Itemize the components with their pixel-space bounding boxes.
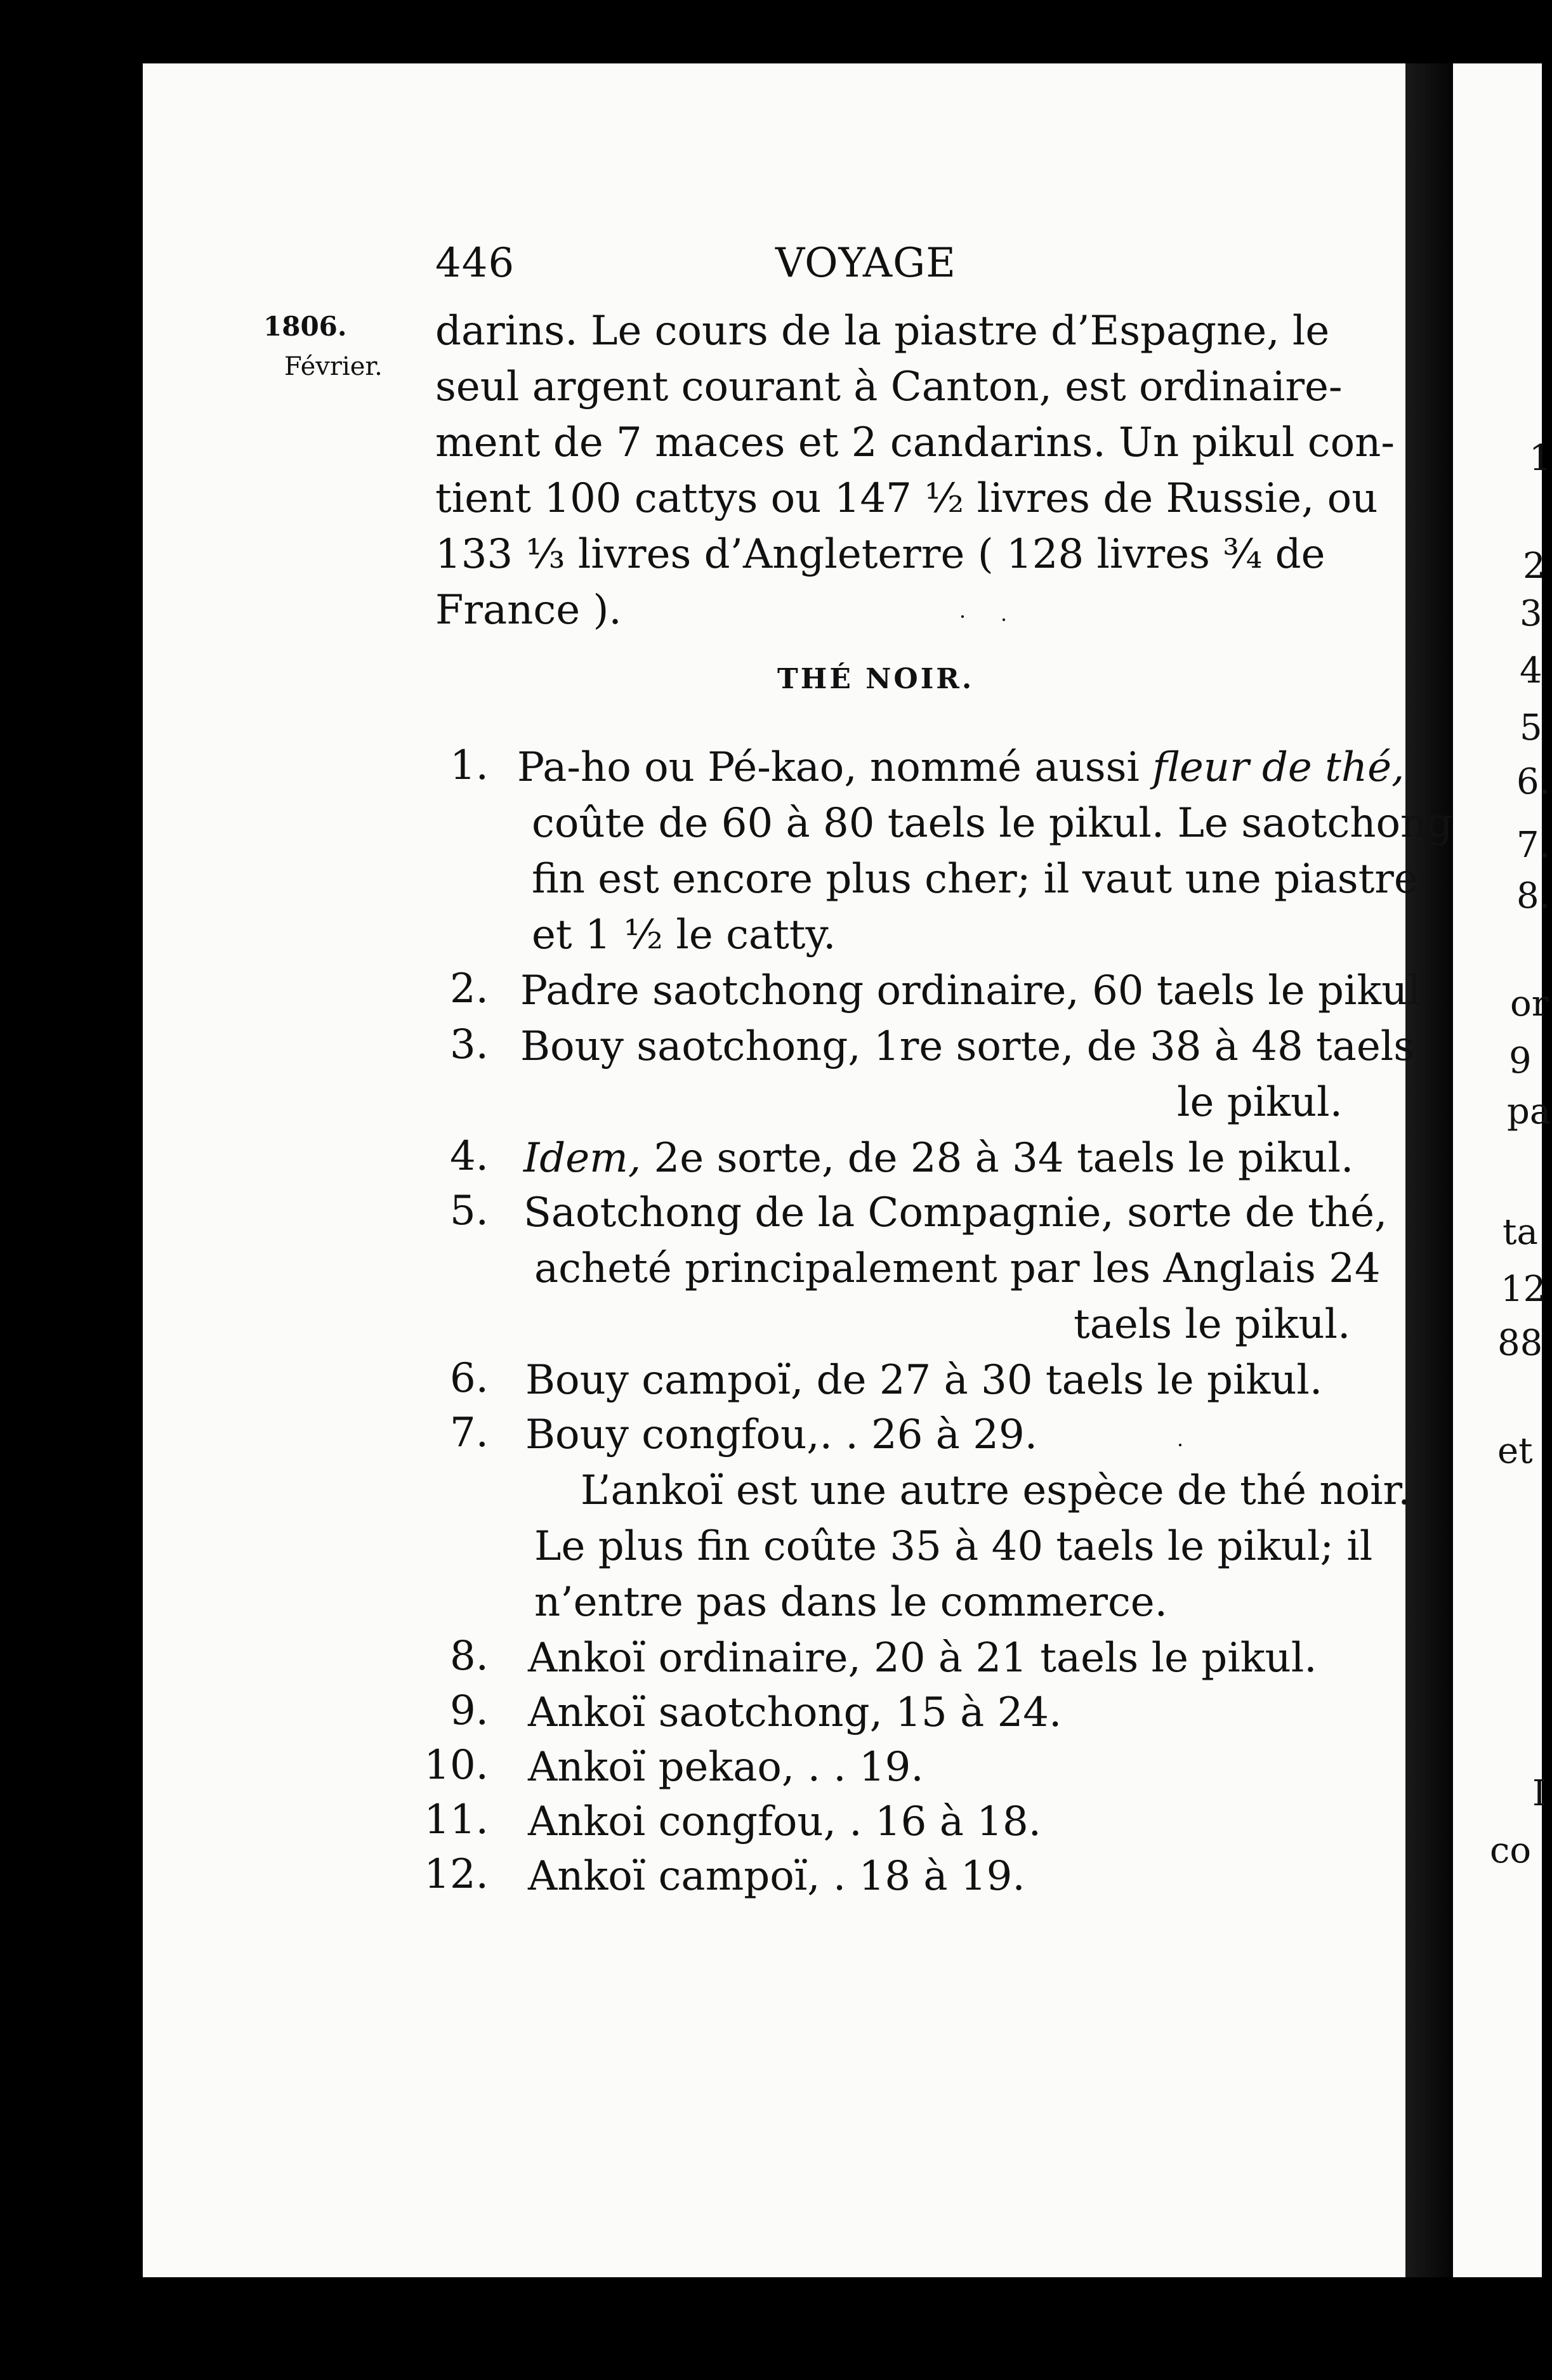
- item-italic-text: fleur de thé,: [1152, 744, 1405, 791]
- item-number: 10.: [424, 1742, 489, 1789]
- item-line: Ankoï ordinaire, 20 à 21 taels le pikul.: [528, 1635, 1317, 1682]
- item-line: fin est encore plus cher; il vaut une piastre: [532, 856, 1418, 903]
- speck: [1179, 1444, 1181, 1446]
- facing-page-fragment: 8.: [1516, 875, 1551, 917]
- facing-page-fragment: 1: [1529, 438, 1552, 479]
- item-line: Le plus fin coûte 35 à 40 taels le pikul; il: [534, 1523, 1373, 1570]
- item-line: et 1 ½ le catty.: [532, 912, 836, 958]
- page-number: 446: [435, 240, 515, 287]
- item-line: Ankoi congfou, . 16 à 18.: [528, 1798, 1041, 1845]
- item-number: 8.: [449, 1633, 489, 1680]
- facing-page-fragment: pa: [1507, 1091, 1551, 1132]
- facing-page-fragment: co: [1490, 1830, 1532, 1871]
- page-gutter: [1405, 63, 1453, 2277]
- item-number: 11.: [424, 1796, 489, 1843]
- item-number: 7.: [449, 1409, 489, 1456]
- paragraph-line: tient 100 cattys ou 147 ½ livres de Russie, ou: [435, 475, 1378, 522]
- margin-year: 1806.: [263, 311, 347, 342]
- speck: [1003, 618, 1005, 621]
- item-line: le pikul.: [1177, 1079, 1343, 1126]
- facing-page-fragment: I: [1532, 1773, 1547, 1814]
- item-line: Saotchong de la Compagnie, sorte de thé,: [523, 1189, 1388, 1236]
- running-title: VOYAGE: [775, 240, 956, 287]
- facing-page-fragment: ta: [1503, 1212, 1538, 1253]
- item-italic-text: Idem,: [523, 1135, 641, 1182]
- paragraph-line: 133 ⅓ livres d’Angleterre ( 128 livres ¾ de: [435, 531, 1325, 578]
- facing-page-fragment: et: [1497, 1430, 1533, 1472]
- item-line: taels le pikul.: [1074, 1301, 1351, 1348]
- facing-page-fragment: 88: [1497, 1323, 1543, 1364]
- facing-page-fragment: 5: [1520, 707, 1542, 749]
- item-line: Ankoï saotchong, 15 à 24.: [528, 1689, 1062, 1736]
- paragraph-line: France ).: [435, 587, 622, 634]
- item-line: Padre saotchong ordinaire, 60 taels le pikul.: [520, 967, 1434, 1014]
- item-line: L’ankoï est une autre espèce de thé noir.: [581, 1467, 1411, 1514]
- facing-page-fragment: 2: [1523, 546, 1546, 587]
- margin-month: Février.: [284, 352, 383, 381]
- paragraph-line: ment de 7 maces et 2 candarins. Un pikul con-: [435, 419, 1395, 466]
- item-number: 12.: [424, 1851, 489, 1898]
- facing-page-edge: [1453, 63, 1542, 2277]
- item-number: 2.: [449, 965, 489, 1012]
- item-number: 6.: [449, 1355, 489, 1402]
- item-line: coûte de 60 à 80 taels le pikul. Le saotchong: [532, 800, 1453, 847]
- facing-page-fragment: 9: [1509, 1040, 1532, 1082]
- speck: [961, 615, 964, 618]
- item-line: Idem, 2e sorte, de 28 à 34 taels le pikul.: [523, 1135, 1354, 1182]
- item-number: 9.: [449, 1687, 489, 1734]
- item-number: 4.: [449, 1133, 489, 1180]
- item-line: Ankoï campoï, . 18 à 19.: [528, 1853, 1025, 1900]
- section-title: THÉ NOIR.: [777, 663, 975, 695]
- item-line: Bouy saotchong, 1re sorte, de 38 à 48 taels: [520, 1023, 1415, 1070]
- facing-page-fragment: 12: [1501, 1269, 1546, 1310]
- facing-page-fragment: 4: [1520, 650, 1542, 691]
- item-number: 5.: [449, 1187, 489, 1234]
- item-number: 3.: [449, 1021, 489, 1068]
- item-line: Pa-ho ou Pé-kao, nommé aussi fleur de thé,: [517, 744, 1405, 791]
- paragraph-line: seul argent courant à Canton, est ordinaire-: [435, 363, 1343, 410]
- item-line: Ankoï pekao, . . 19.: [528, 1744, 924, 1791]
- item-number: 1.: [449, 742, 489, 789]
- item-line: Bouy campoï, de 27 à 30 taels le pikul.: [525, 1357, 1323, 1404]
- item-line: Bouy congfou,. . 26 à 29.: [525, 1411, 1038, 1458]
- paragraph-line: darins. Le cours de la piastre d’Espagne, le: [435, 308, 1330, 355]
- item-line: acheté principalement par les Anglais 24: [534, 1245, 1381, 1292]
- facing-page-fragment: 6.: [1516, 761, 1551, 802]
- facing-page-fragment: or: [1510, 983, 1549, 1024]
- facing-page-fragment: 7.: [1516, 825, 1551, 866]
- item-line: n’entre pas dans le commerce.: [534, 1579, 1167, 1626]
- facing-page-fragment: 3: [1520, 593, 1542, 634]
